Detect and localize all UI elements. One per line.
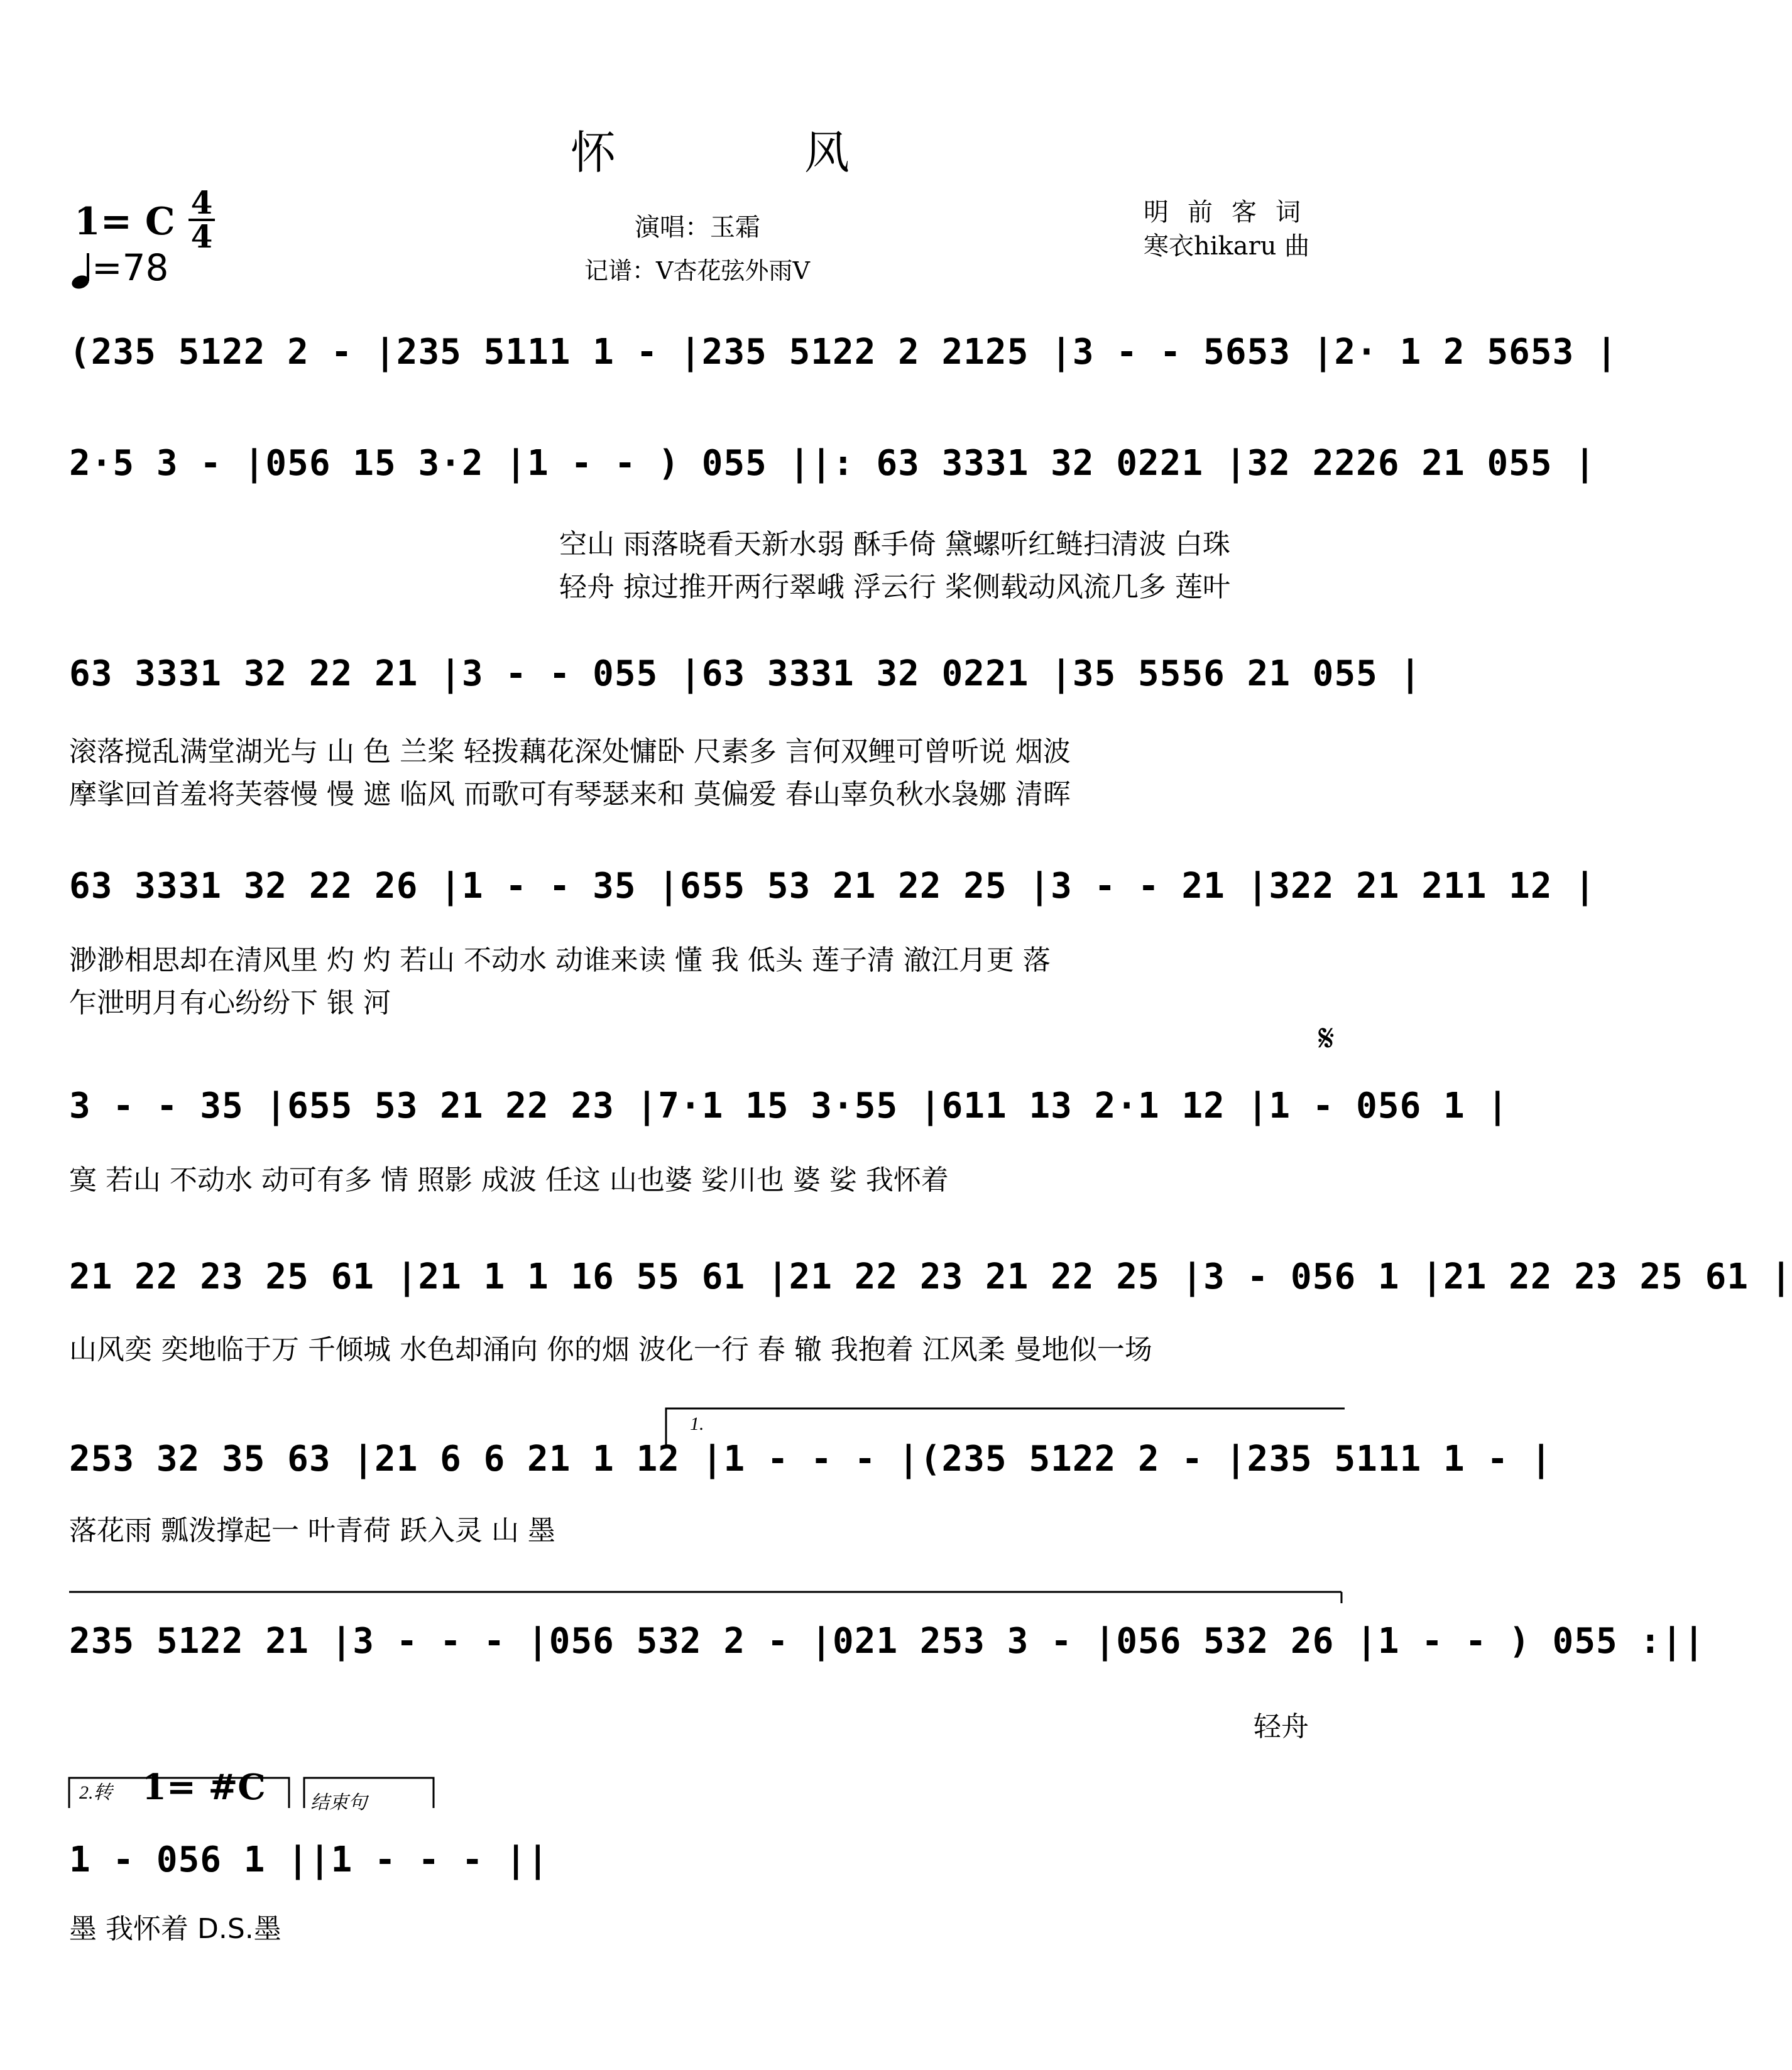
notation-row-8: 235 5122 21 |3 - - - |056 532 2 - |021 253 3 - |056 532 26 |1 - - ) 055 :|| [69,1621,1705,1662]
composer-credit: 寒衣hikaru 曲 [1144,232,1310,261]
lyric-row-3-verse-1: 滚落搅乱满堂湖光与 山 色 兰桨 轻拨藕花深处慵卧 尺素多 言何双鲤可曾听说 烟波 [69,736,1071,768]
time-signature-bottom: 4 [190,218,213,255]
segno-sign: 𝄋 [1318,1016,1335,1060]
notation-row-7: 253 32 35 63 |21 6 6 21 1 12 |1 - - - |(235 5122 2 - |235 5111 1 - | [69,1439,1553,1479]
lyric-row-4-verse-1: 渺渺相思却在清风里 灼 灼 若山 不动水 动谁来读 懂 我 低头 莲子清 澈江月更 落 [69,944,1051,976]
notation-row-3: 63 3331 32 22 21 |3 - - 055 |63 3331 32 0221 |35 5556 21 055 | [69,653,1422,694]
key-change: 1= #C [142,1767,266,1808]
volta-2-label: 2.转 [79,1782,112,1803]
tempo-value: =78 [92,246,169,289]
ending-label: 结束句 [310,1792,367,1813]
lyric-row-4-verse-2: 乍泄明月有心纷纷下 银 河 [69,987,391,1019]
notation-row-1: (235 5122 2 - |235 5111 1 - |235 5122 2 2125 |3 - - 5653 |2· 1 2 5653 | [69,332,1618,373]
lyric-row-9-verse-1: 墨 我怀着 D.S.墨 [69,1913,281,1945]
key-signature: 1= C [74,200,175,244]
lyric-row-8-verse-1: 轻舟 [1254,1711,1309,1743]
title-char-2: 风 [804,126,850,179]
lyric-row-2-verse-1: 空山 雨落晓看天新水弱 酥手倚 黛螺听红鲢扫清波 白珠 [559,528,1230,560]
notation-row-9: 1 - 056 1 ||1 - - - || [69,1839,549,1880]
lyricist-credit: 明前客词 [1144,198,1319,227]
lyric-row-5-verse-1: 寞 若山 不动水 动可有多 情 照影 成波 任这 山也婆 娑川也 婆 娑 我怀着 [69,1164,949,1196]
lyric-row-2-verse-2: 轻舟 掠过推开两行翠峨 浮云行 桨侧载动风流几多 莲叶 [559,571,1230,603]
singer-credit: 演唱：玉霜 [635,213,760,242]
transcriber-credit: 记谱：V杏花弦外雨V [584,257,810,285]
notation-row-5: 3 - - 35 |655 53 21 22 23 |7·1 15 3·55 |611 13 2·1 12 |1 - 056 1 | [69,1086,1509,1126]
lyric-row-3-verse-2: 摩挲回首羞将芙蓉慢 慢 遮 临风 而歌可有琴瑟来和 莫偏爱 春山辜负秋水袅娜 清晖 [69,778,1071,810]
notation-row-2: 2·5 3 - |056 15 3·2 |1 - - ) 055 ||: 63 3331 32 0221 |32 2226 21 055 | [69,443,1597,484]
notation-row-4: 63 3331 32 22 26 |1 - - 35 |655 53 21 22 25 |3 - - 21 |322 21 211 12 | [69,866,1597,907]
lyric-row-6-verse-1: 山风奕 奕地临于万 千倾城 水色却涌向 你的烟 波化一行 春 辙 我抱着 江风柔 曼地似一场 [69,1334,1152,1366]
volta-1-label: 1. [690,1414,704,1434]
time-signature-top: 4 [190,184,213,221]
notation-row-6: 21 22 23 25 61 |21 1 1 16 55 61 |21 22 23 21 22 25 |3 - 056 1 |21 22 23 25 61 | [69,1256,1792,1297]
title-char-1: 怀 [570,126,616,179]
lyric-row-7-verse-1: 落花雨 瓢泼撑起一 叶青荷 跃入灵 山 墨 [69,1515,555,1547]
